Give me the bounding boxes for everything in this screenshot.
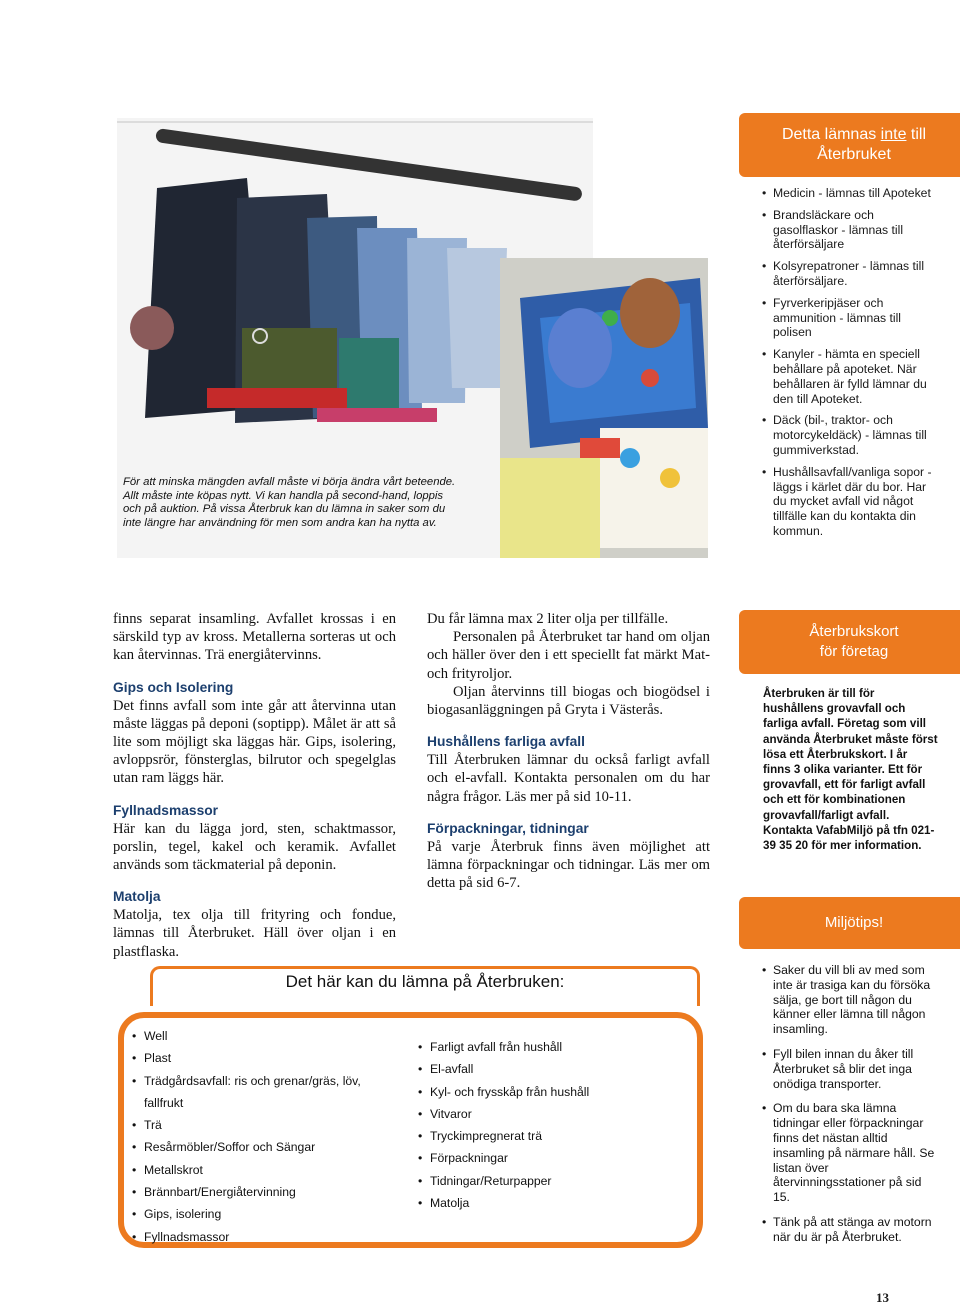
photo-caption (123, 476, 503, 530)
list-item: • Däck (bil-, traktor- och motorcykeldäck) - lämnas till gummiverkstad. (762, 413, 940, 457)
heading-farligt-avfall: Hushållens farliga avfall (427, 734, 585, 750)
list-item: • Förpackningar (418, 1147, 688, 1169)
list-item: • Hushållsavfall/vanliga sopor - läggs i kärlet där du bor. Har du mycket avfall vid något tillfälle kan du kontakta din kommun. (762, 465, 940, 539)
list-item: • Vitvaror (418, 1103, 688, 1125)
list-item: • Kyl- och frysskåp från hushåll (418, 1081, 688, 1103)
title-text: Miljötips! (824, 914, 884, 931)
not-accepted-title-box (739, 113, 960, 177)
list-item: • Brandsläckare och gasolflaskor - lämnas till återförsäljare (762, 208, 940, 252)
list-item: • Fyllnadsmassor (132, 1226, 402, 1248)
list-item: • Tryckimpregnerat trä (418, 1125, 688, 1147)
list-item: • Medicin - lämnas till Apoteket (762, 186, 940, 201)
not-accepted-list (762, 186, 940, 546)
title-text: Återbruket (817, 146, 891, 163)
list-item: • Matolja (418, 1192, 688, 1214)
list-item: • Resårmöbler/Soffor och Sängar (132, 1136, 402, 1158)
heading-fyllnadsmassor: Fyllnadsmassor (113, 802, 219, 818)
title-emphasis: inte (880, 126, 907, 143)
list-item: • Gips, isolering (132, 1203, 402, 1225)
list-item: • Kolsyrepatroner - lämnas till återförsäljare. (762, 259, 940, 289)
text-column-2 (427, 610, 710, 892)
list-item: • Brännbart/Energiåtervinning (132, 1181, 402, 1203)
accepted-list-a (132, 1025, 402, 1248)
title-text: för företag (819, 643, 889, 660)
tips-title-box (739, 897, 960, 949)
accepted-items-title: Det här kan du lämna på Återbruken: (285, 972, 565, 991)
list-item: • Trä (132, 1114, 402, 1136)
company-card-title-box (739, 610, 960, 674)
text-column-1 (113, 610, 396, 961)
paragraph: Det finns avfall som inte går att återvinna utan måste läggas på deponi (soptipp). Målet är att så lite som möjligt ska läggas här. Gips, isolering, avloppsrör, fönsterglas, bilrutor och spegelglas utan ram läggs här. (113, 697, 396, 787)
caption-line: För att minska mängden avfall måste vi börja ändra vårt beteende. (123, 476, 456, 488)
list-item: • Kanyler - hämta en speciell behållare på apoteket. När behållaren är fylld lämnar du den till Apoteket. (762, 347, 940, 406)
heading-forpackningar: Förpackningar, tidningar (427, 820, 589, 836)
list-item: • Tänk på att stänga av motorn när du är på Återbruket. (762, 1215, 940, 1245)
caption-line: och på auktion. På vissa Återbruk kan du lämna in saker som du (123, 503, 446, 516)
list-item: • Fyrverkeripjäser och ammunition - lämnas till polisen (762, 296, 940, 340)
tips-list (762, 963, 940, 1255)
title-text: Detta lämnas (781, 126, 877, 143)
list-item: • Om du bara ska lämna tidningar eller förpackningar finns det nästan alltid insamling på närmare håll. Se listan över återvinningsstationer på sid 15. (762, 1101, 940, 1205)
list-item: • El-avfall (418, 1058, 688, 1080)
title-text: Återbrukskort (809, 623, 899, 640)
heading-matolja: Matolja (113, 889, 161, 905)
paragraph: Oljan återvinns till biogas och biogödsel i biogasanläggningen på Gryta i Västerås. (427, 683, 710, 719)
toys-illustration (500, 258, 708, 558)
list-item: • Farligt avfall från hushåll (418, 1036, 688, 1058)
paragraph: Du får lämna max 2 liter olja per tillfälle. (427, 611, 669, 627)
title-text: till (910, 126, 927, 143)
paragraph: Matolja, tex olja till frityring och fondue, lämnas till Återbruket. Häll över oljan i en plastflaska. (113, 907, 396, 960)
list-item: • Plast (132, 1047, 402, 1069)
list-item: • Metallskrot (132, 1159, 402, 1181)
paragraph: På varje Återbruk finns även möjlighet att lämna förpackningar och tidningar. Läs mer om detta på sid 6-7. (427, 838, 710, 892)
paragraph: finns separat insamling. Avfallet krossas i en särskild typ av kross. Metallerna sorteras ut och kan återvinnas. Trä energiåtervinns. (113, 611, 396, 664)
caption-line: inte längre har användning för men som andra kan ha nytta av. (123, 516, 437, 529)
heading-gips: Gips och Isolering (113, 679, 234, 695)
list-item: • Trädgårdsavfall: ris och grenar/gräs, löv, fallfrukt (132, 1070, 402, 1115)
page-number: 13 (876, 1290, 889, 1305)
list-item: • Well (132, 1025, 402, 1047)
paragraph: Personalen på Återbruket tar hand om oljan och häller över den i ett speciellt fat märkt Mat- och frityroljor. (427, 629, 710, 682)
caption-line: Allt måste inte köpas nytt. Vi kan handla på second-hand, loppis (123, 489, 444, 502)
company-card-text: Återbruken är till för hushållens grovavfall och farliga avfall. Företag som vill använda Återbruket måste först lösa ett Återbrukskort. I år finns 3 olika varianter. Ett för grovavfall, ett för farligt avfall och ett för kombinationen grovavfall/farligt avfall. Kontakta VafabMiljö på tfn 021-39 35 20 för mer information. (763, 687, 938, 853)
list-item: • Saker du vill bli av med som inte är trasiga kan du försöka sälja, ge bort till någon du känner eller lämna till någon insamling. (762, 963, 940, 1037)
list-item: • Tidningar/Returpapper (418, 1170, 688, 1192)
paragraph: Till Återbruken lämnar du också farligt avfall och el-avfall. Kontakta personalen om du har några frågor. Läs mer på sid 10-11. (427, 752, 710, 805)
accepted-list-b (418, 1036, 688, 1214)
paragraph: Här kan du lägga jord, sten, schaktmassor, porslin, tegel, kakel och keramik. Avfallet används som täckmaterial på deponin. (113, 820, 396, 874)
photo-toys (500, 258, 708, 558)
list-item: • Fyll bilen innan du åker till Återbruket så blir det inga onödiga transporter. (762, 1047, 940, 1091)
